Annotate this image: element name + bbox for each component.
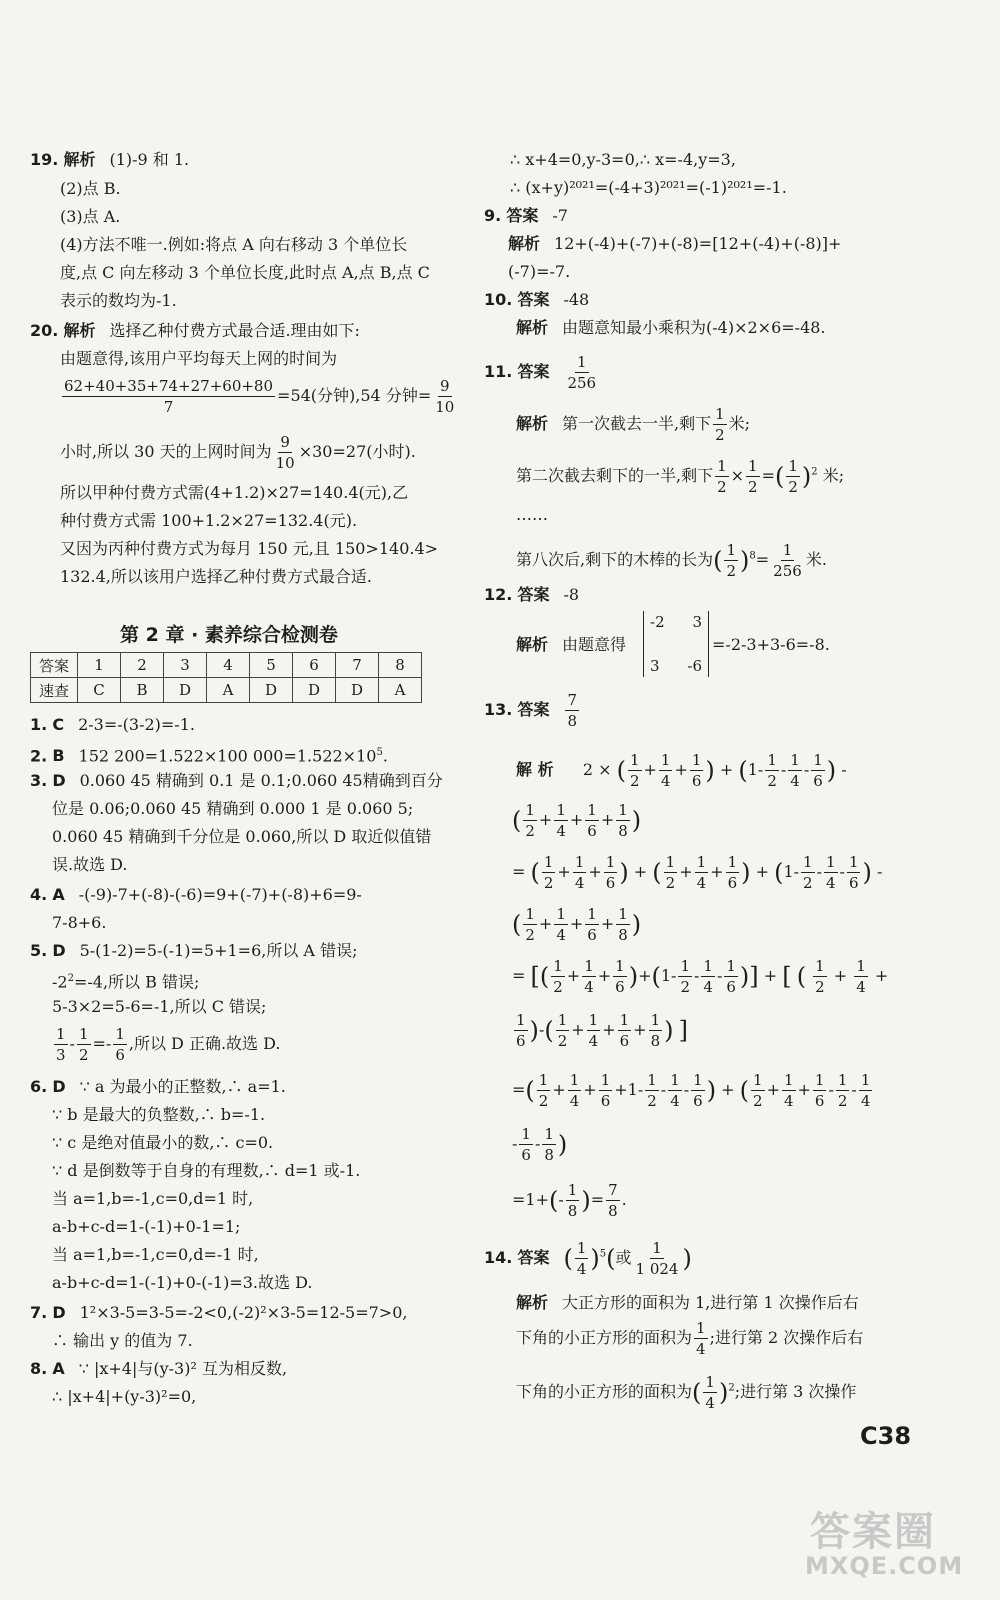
q19-line6: 表示的数均为-1. [60, 291, 177, 310]
q5-line1: 5. D 5-(1-2)=5-(-1)=5+1=6,所以 A 错误; [30, 941, 358, 960]
q14-line1: 解析 大正方形的面积为 1,进行第 1 次操作后右 [516, 1293, 859, 1312]
table-answer: D [250, 678, 293, 703]
q20-line7: 又因为丙种付费方式为每月 150 元,且 150>140.4> [60, 539, 439, 558]
q13-step2: = ( $\frac{1}{2}$ + $\frac{1}{4}$ + $\frac{1}{6}$ ) + ( $\frac{1}{2}$ + $\frac{1}{4}$ + $\frac{1}{6}$ ) + (1- $\frac{1}{2}$ - $\frac{1}{4}$ - $\frac{1}{6}$ ) - [512, 853, 883, 892]
q19-line2: (2)点 B. [60, 179, 121, 198]
table-answer: D [293, 678, 336, 703]
q8-cont-line1: ∴ x+4=0,y-3=0,∴ x=-4,y=3, [510, 150, 736, 169]
q13-step3: = [( $\frac{1}{2}$ + $\frac{1}{4}$ + $\frac{1}{6}$ )+(1- $\frac{1}{2}$ - $\frac{1}{4}$ - $\frac{1}{6}$ )] + [ ( $\frac{1}{2}$ + $\frac{1}{4}$ + [512, 957, 889, 996]
section-title: 第 2 章 · 素养综合检测卷 [120, 624, 338, 646]
q6-line6: a-b+c-d=1-(-1)+0-1=1; [52, 1217, 241, 1236]
table-num: 7 [336, 653, 379, 678]
q9-line2: (-7)=-7. [508, 262, 571, 281]
table-answer: B [121, 678, 164, 703]
q5-line3: 5-3×2=5-6=-1,所以 C 错误; [52, 997, 267, 1016]
table-num: 2 [121, 653, 164, 678]
q11-line1: 解析 第一次截去一半,剩下 $\frac{1}{2}$ 米; [516, 405, 751, 444]
table-answer: D [164, 678, 207, 703]
page-number: C38 [860, 1422, 912, 1450]
q10-answer: 10. 答案 -48 [484, 290, 590, 309]
q8-line1: 8. A ∵ |x+4|与(y-3)² 互为相反数, [30, 1359, 288, 1378]
q13-step4: =( $\frac{1}{2}$ + $\frac{1}{4}$ + $\frac{1}{6}$ +1- $\frac{1}{2}$ - $\frac{1}{4}$ - $\frac{1}{6}$ ) + ( $\frac{1}{2}$ + $\frac{1}{4}$ + $\frac{1}{6}$ - $\frac{1}{2}$ - $\frac{1}{4}$ [512, 1071, 871, 1110]
q12-result: =-2-3+3-6=-8. [712, 635, 830, 654]
q14-line2: 下角的小正方形的面积为 $\frac{1}{4}$ ;进行第 2 次操作后右 [516, 1319, 864, 1358]
q4-line1: 4. A -(-9)-7+(-8)-(-6)=9+(-7)+(-8)+6=9- [30, 885, 362, 904]
q6-line7: 当 a=1,b=-1,c=0,d=-1 时, [52, 1245, 259, 1264]
q10-line1: 解析 由题意知最小乘积为(-4)×2×6=-48. [516, 318, 826, 337]
q19-line3: (3)点 A. [60, 207, 121, 226]
q14-line3: 下角的小正方形的面积为( $\frac{1}{4}$ )$^2$;进行第 3 次操作 [516, 1373, 857, 1412]
q3-line2: 位是 0.06;0.060 45 精确到 0.000 1 是 0.060 5; [52, 799, 414, 818]
q19-line5: 度,点 C 向左移动 3 个单位长度,此时点 A,点 B,点 C [60, 263, 430, 282]
q5-line2: $-2^2=-4$,所以 B 错误; [52, 972, 200, 992]
answer-quick-table [30, 652, 422, 703]
q6-line2: ∵ b 是最大的负整数,∴ b=-1. [52, 1105, 266, 1124]
q6-line5: 当 a=1,b=-1,c=0,d=1 时, [52, 1189, 254, 1208]
q20-line5: 所以甲种付费方式需(4+1.2)×27=140.4(元),乙 [60, 483, 409, 502]
q4-line2: 7-8+6. [52, 913, 107, 932]
q20-line3: $\frac{62+40+35+74+27+60+80}{7}$ =54(分钟),54 分钟= $\frac{9}{10}$ [64, 377, 455, 416]
q1-line: 1. C 2-3=-(3-2)=-1. [30, 715, 195, 734]
q19-line1: 19. 解析 (1)-9 和 1. [30, 150, 190, 169]
q12-line1: 解析 由题意得 [516, 635, 627, 654]
q13-final: =1+(- $\frac{1}{8}$ )= $\frac{7}{8}$ . [512, 1181, 627, 1220]
q7-line1: 7. D 1²×3-5=3-5=-2<0,(-2)²×3-5=12-5=7>0, [30, 1303, 408, 1322]
q6-line8: a-b+c-d=1-(-1)+0-(-1)=3.故选 D. [52, 1273, 313, 1292]
q6-line4: ∵ d 是倒数等于自身的有理数,∴ d=1 或-1. [52, 1161, 361, 1180]
q20-line6: 种付费方式需 100+1.2×27=132.4(元). [60, 511, 358, 530]
q13-step1b: ( $\frac{1}{2}$ + $\frac{1}{4}$ + $\frac{1}{6}$ + $\frac{1}{8}$ ) [512, 801, 642, 840]
determinant: -2 3 3 -6 [643, 611, 709, 677]
table-header-answer: 答案 [31, 653, 78, 678]
table-header-quick: 速查 [31, 678, 78, 703]
q11-line4: 第八次后,剩下的木棒的长为( $\frac{1}{2}$ )$^8$= $\frac{1}{256}$ 米. [516, 541, 827, 580]
q6-line1: 6. D ∵ a 为最小的正整数,∴ a=1. [30, 1077, 286, 1096]
table-num: 4 [207, 653, 250, 678]
q13-step3b: $\frac{1}{6}$ )-( $\frac{1}{2}$ + $\frac{1}{4}$ + $\frac{1}{6}$ + $\frac{1}{8}$ ) ] [516, 1011, 688, 1050]
q12-answer: 12. 答案 -8 [484, 585, 580, 604]
q7-line2: ∴ 输出 y 的值为 7. [52, 1331, 193, 1350]
q14-answer: 14. 答案 ( $\frac{1}{4}$ )$^5$(或 $\frac{1}{1 024}$ ) [484, 1239, 692, 1278]
q11-answer: 11. 答案 $\frac{1}{256}$ [484, 353, 597, 392]
q20-line2: 由题意得,该用户平均每天上网的时间为 [60, 349, 338, 368]
table-answer: D [336, 678, 379, 703]
table-answer: A [207, 678, 250, 703]
q3-line1: 3. D 0.060 45 精确到 0.1 是 0.1;0.060 45精确到百分 [30, 771, 443, 790]
q13-answer: 13. 答案 $\frac{7}{8}$ [484, 691, 577, 730]
q13-step4b: - $\frac{1}{6}$ - $\frac{1}{8}$ ) [512, 1125, 568, 1164]
q9-line1: 解析 12+(-4)+(-7)+(-8)=[12+(-4)+(-8)]+ [508, 234, 842, 253]
table-answer: C [78, 678, 121, 703]
q6-line3: ∵ c 是绝对值最小的数,∴ c=0. [52, 1133, 274, 1152]
table-num: 8 [379, 653, 422, 678]
table-num: 5 [250, 653, 293, 678]
q13-step1: 解 析 2 × ( $\frac{1}{2}$ + $\frac{1}{4}$ + $\frac{1}{6}$ ) + (1- $\frac{1}{2}$ - $\frac{1}{4}$ - $\frac{1}{6}$ ) - [516, 751, 847, 790]
table-num: 3 [164, 653, 207, 678]
q8-cont-line2: ∴ (x+y)²⁰²¹=(-4+3)²⁰²¹=(-1)²⁰²¹=-1. [510, 178, 787, 197]
q19-line4: (4)方法不唯一.例如:将点 A 向右移动 3 个单位长 [60, 235, 408, 254]
q20-line1: 20. 解析 选择乙种付费方式最合适.理由如下: [30, 321, 360, 340]
q8-line2: ∴ |x+4|+(y-3)²=0, [52, 1387, 197, 1406]
q9-answer: 9. 答案 -7 [484, 206, 568, 225]
q13-step2b: ( $\frac{1}{2}$ + $\frac{1}{4}$ + $\frac{1}{6}$ + $\frac{1}{8}$ ) [512, 905, 642, 944]
q3-line4: 误.故选 D. [52, 855, 128, 874]
q20-line8: 132.4,所以该用户选择乙种付费方式最合适. [60, 567, 372, 586]
q3-line3: 0.060 45 精确到千分位是 0.060,所以 D 取近似值错 [52, 827, 432, 846]
q11-line3: …… [516, 505, 548, 524]
q5-line4: $\frac{1}{3}$ - $\frac{1}{2}$ =- $\frac{1}{6}$ ,所以 D 正确.故选 D. [56, 1025, 281, 1064]
q2-line: 2. B 152 200=1.522×100 $000=1.522\times 10^5$. [30, 746, 388, 766]
q11-line2: 第二次截去剩下的一半,剩下 $\frac{1}{2}$ × $\frac{1}{2}$ =( $\frac{1}{2}$ )$^2$ 米; [516, 457, 845, 496]
q20-line4: 小时,所以 30 天的上网时间为 $\frac{9}{10}$ ×30=27(小时). [60, 433, 416, 472]
table-num: 6 [293, 653, 336, 678]
table-answer: A [379, 678, 422, 703]
table-num: 1 [78, 653, 121, 678]
watermark-logo: 答案圈 MXQE.COM [805, 1509, 964, 1580]
